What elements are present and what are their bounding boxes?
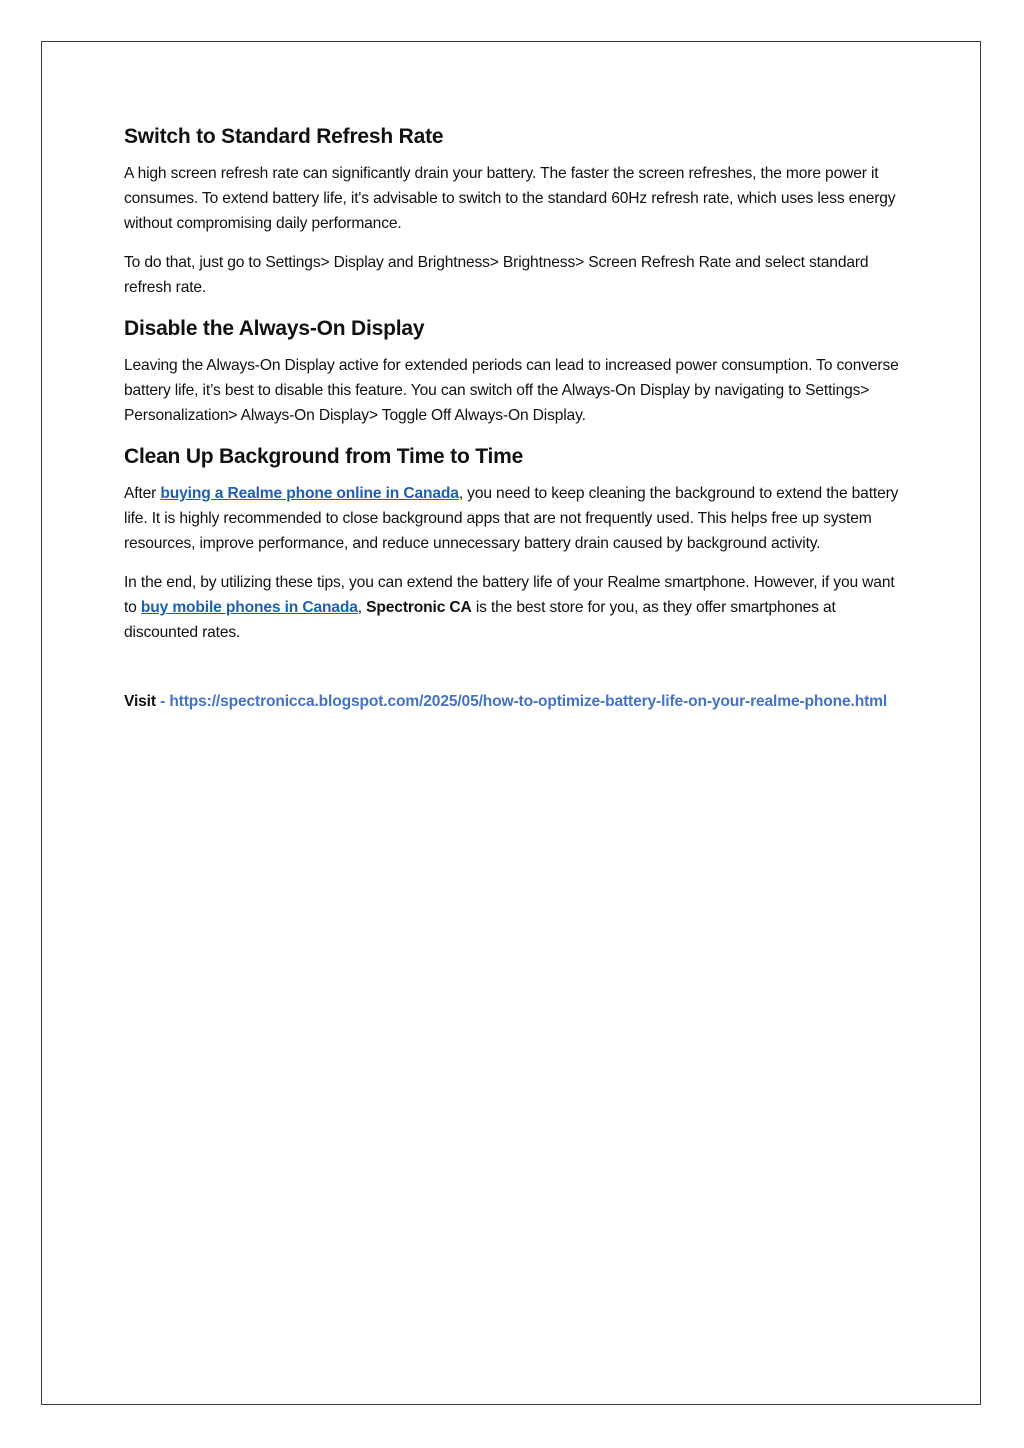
section-refresh-rate: [124, 122, 906, 300]
visit-label: Visit: [124, 693, 156, 710]
heading-refresh-rate: Switch to Standard Refresh Rate: [124, 125, 444, 148]
paragraph-refresh-rate-steps: To do that, just go to Settings> Display and Brightness> Brightness> Screen Refresh Rate and select standard refresh rate.: [124, 254, 869, 296]
paragraph-clean-background: [124, 481, 906, 556]
paragraph-refresh-rate-intro: A high screen refresh rate can significantly drain your battery. The faster the screen refreshes, the more power it consumes. To extend battery life, it's advisable to switch to the standard 60Hz refresh rate, which uses less energy without compromising daily performance.: [124, 165, 896, 232]
store-name: Spectronic CA: [366, 599, 472, 616]
link-buy-realme-phone[interactable]: buying a Realme phone online in Canada: [160, 485, 459, 502]
text-segment: , you need to keep cleaning the background to extend the battery life. It is highly recommended to close background apps that are not frequently used. This helps free up system resources, improve performance, and reduce unnecessary battery drain caused by background activity.: [124, 485, 899, 552]
heading-clean-background: Clean Up Background from Time to Time: [124, 445, 524, 468]
visit-line: [124, 689, 906, 714]
text-segment: ,: [357, 599, 367, 616]
document-body: [124, 122, 906, 714]
text-segment: is the best store for you, as they offer smartphones at discounted rates.: [124, 599, 836, 641]
visit-url-link[interactable]: https://spectronicca.blogspot.com/2025/05/how-to-optimize-battery-life-on-your-realme-phone.html: [169, 693, 888, 710]
link-buy-mobile-phones[interactable]: buy mobile phones in Canada: [140, 599, 358, 616]
section-always-on-display: [124, 314, 906, 428]
paragraph-conclusion: [124, 570, 906, 645]
text-segment: After: [124, 485, 161, 502]
section-clean-background: [124, 442, 906, 645]
text-segment: In the end, by utilizing these tips, you can extend the battery life of your Realme smartphone. However, if you want to: [124, 574, 895, 616]
visit-separator: -: [155, 693, 170, 710]
heading-always-on-display: Disable the Always-On Display: [124, 317, 425, 340]
paragraph-always-on-display: Leaving the Always-On Display active for extended periods can lead to increased power consumption. To converse battery life, it’s best to disable this feature. You can switch off the Always-On Display by navigating to Settings> Personalization> Always-On Display> Toggle Off Always-On Display.: [124, 357, 899, 424]
